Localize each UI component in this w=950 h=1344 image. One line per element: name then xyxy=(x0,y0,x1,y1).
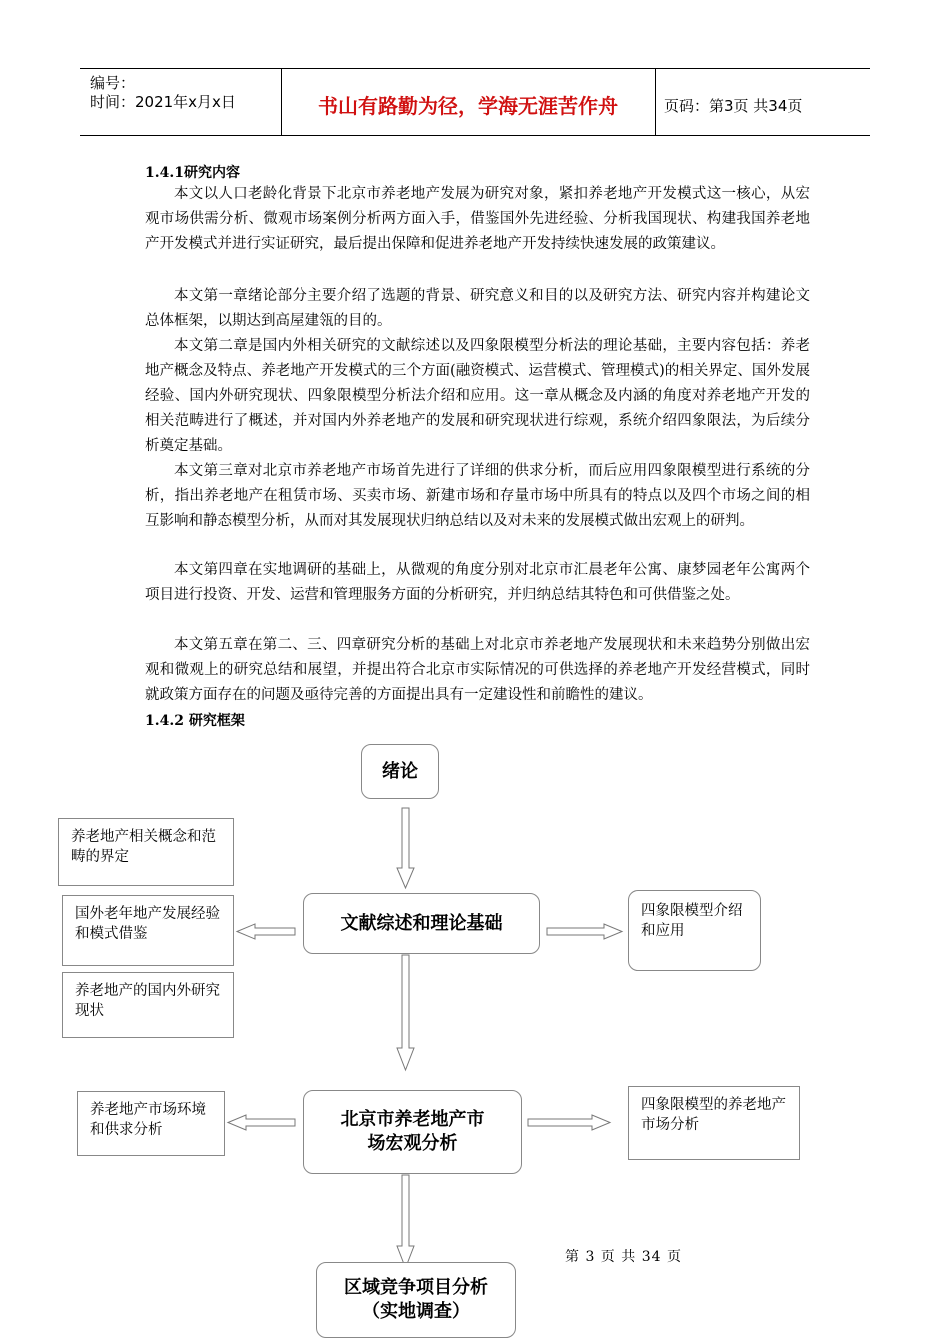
arrow-left-2 xyxy=(228,1115,295,1130)
arrow-right-2 xyxy=(528,1115,610,1130)
box-market-environment xyxy=(77,1091,225,1156)
box-four-quadrant-intro-label: 四象限模型介绍和应用 xyxy=(641,903,743,939)
section-heading-142: 1.4.2 研究框架 xyxy=(145,713,245,729)
page-footer: 第 3 页 共 34 页 xyxy=(565,1249,682,1265)
paragraph-6: 本文第五章在第二、三、四章研究分析的基础上对北京市养老地产发展现状和未来趋势分别做出宏观和微观上的研究总结和展望，并提出符合北京市实际情况的可供选择的养老地产开发经营模式，同时就政策方面存在的问题及亟待完善的方面提出具有一定建设性和前瞻性的建议。 xyxy=(145,637,810,703)
arrow-down-3 xyxy=(397,1175,414,1268)
box-concept-label: 养老地产相关概念和范畴的界定 xyxy=(71,829,216,865)
box-macro-analysis xyxy=(303,1090,522,1174)
arrow-down-1 xyxy=(397,808,414,888)
box-research-status xyxy=(62,972,234,1038)
paragraph-2: 本文第一章绪论部分主要介绍了选题的背景、研究意义和目的以及研究方法、研究内容并构建论文总体框架，以期达到高屋建瓴的目的。 xyxy=(145,288,810,329)
box-foreign-experience-label: 国外老年地产发展经验和模式借鉴 xyxy=(75,906,220,942)
arrow-down-2 xyxy=(397,955,414,1070)
box-concept xyxy=(58,818,234,886)
time-label: 时间：2021年x月x日 xyxy=(90,93,236,111)
box-four-quadrant-market-label: 四象限模型的养老地产市场分析 xyxy=(641,1097,786,1133)
serial-label: 编号： xyxy=(90,74,136,92)
box-macro-analysis-label: 北京市养老地产市场宏观分析 xyxy=(340,1109,485,1154)
paragraph-5: 本文第四章在实地调研的基础上，从微观的角度分别对北京市汇晨老年公寓、康梦园老年公寓两个项目进行投资、开发、运营和管理服务方面的分析研究，并归纳总结其特色和可供借鉴之处。 xyxy=(145,562,810,603)
paragraph-3: 本文第二章是国内外相关研究的文献综述以及四象限模型分析法的理论基础，主要内容包括：养老地产概念及特点、养老地产开发模式的三个方面(融资模式、运营模式、管理模式)的相关界定、国外发展经验、国内外研究现状、四象限模型分析法介绍和应用。这一章从概念及内涵的角度对养老地产开发的相关范畴进行了概述，并对国内外养老地产的发展和研究现状进行综观，系统介绍四象限法，为后续分析奠定基础。 xyxy=(145,338,810,454)
arrow-right-1 xyxy=(547,924,622,939)
box-regional-analysis xyxy=(316,1262,516,1338)
paragraph-1: 本文以人口老龄化背景下北京市养老地产发展为研究对象，紧扣养老地产开发模式这一核心，从宏观市场供需分析、微观市场案例分析两方面入手，借鉴国外先进经验、分析我国现状、构建我国养老地产开发模式并进行实证研究，最后提出保障和促进养老地产开发持续快速发展的政策建议。 xyxy=(145,186,810,252)
box-market-environment-label: 养老地产市场环境和供求分析 xyxy=(90,1102,206,1138)
box-literature-label: 文献综述和理论基础 xyxy=(340,912,503,934)
paragraph-4: 本文第三章对北京市养老地产市场首先进行了详细的供求分析，而后应用四象限模型进行系统的分析，指出养老地产在租赁市场、买卖市场、新建市场和存量市场中所具有的特点以及四个市场之间的相互影响和静态模型分析，从而对其发展现状归纳总结以及对未来的发展模式做出宏观上的研判。 xyxy=(145,463,810,529)
box-research-status-label: 养老地产的国内外研究现状 xyxy=(75,983,220,1019)
box-four-quadrant-market xyxy=(628,1086,800,1160)
arrow-left-1 xyxy=(237,924,295,939)
box-four-quadrant-intro xyxy=(628,890,761,971)
box-intro xyxy=(361,744,439,799)
box-intro-label: 绪论 xyxy=(382,760,418,782)
box-literature xyxy=(303,893,540,954)
section-heading-141: 1.4.1研究内容 xyxy=(145,165,240,181)
box-regional-analysis-label: 区域竞争项目分析（实地调查） xyxy=(344,1277,488,1322)
page-info: 页码：第3页 共34页 xyxy=(664,97,803,115)
header-motto: 书山有路勤为径，学海无涯苦作舟 xyxy=(318,94,618,118)
box-foreign-experience xyxy=(62,895,234,966)
